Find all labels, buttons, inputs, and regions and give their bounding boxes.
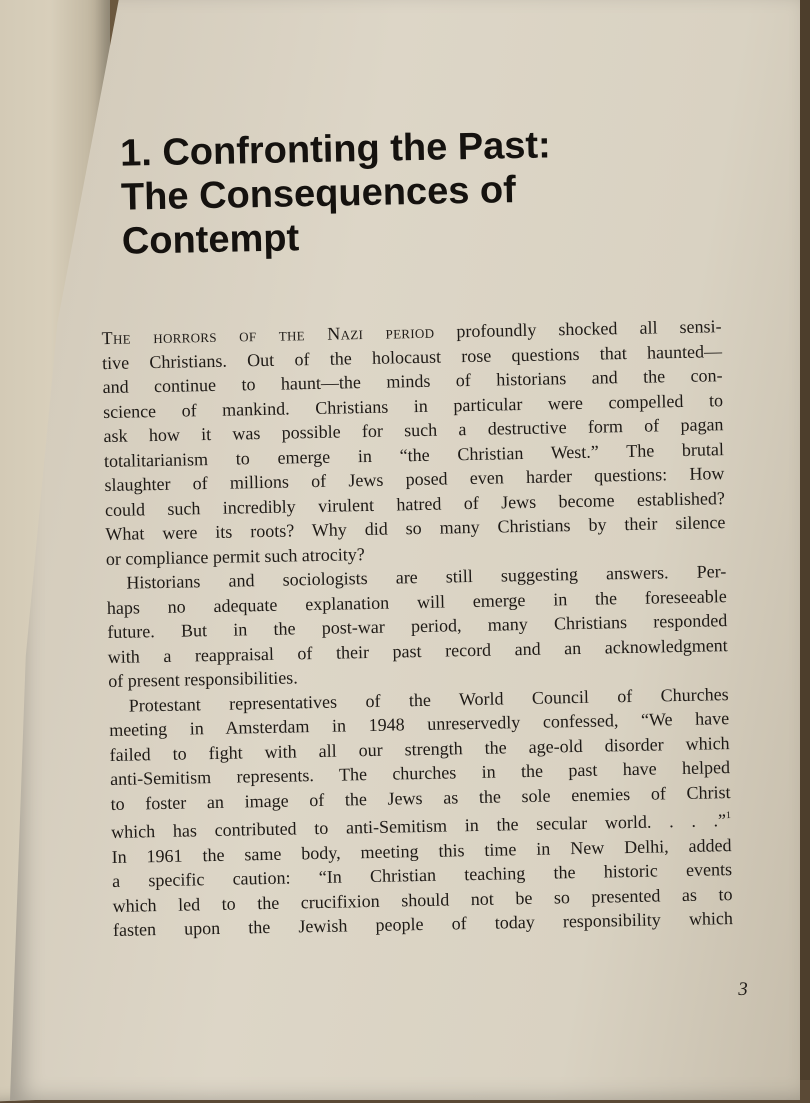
text-line: haps no adequate explanation will emerge in the foreseeable [106,585,727,618]
text-line: In 1961 the same body, meeting this time in New Delhi, added [111,834,732,867]
body-text [101,314,733,942]
chapter-title-line: 1. Confronting the Past: [119,124,552,175]
text-line: science of mankind. Christians in particular were compelled to [102,389,724,422]
chapter-title-line: Contempt [121,217,300,263]
text-line: could such incredibly virulent hatred of Jews become established? [104,487,726,520]
text-line: or compliance permit such atrocity? [105,543,365,569]
text-line: Historians and sociologists are still suggesting answers. Per- [126,561,727,593]
text-line: and continue to haunt—the minds of historians and the con- [102,365,723,398]
text-span: profoundly shocked all sensi- [434,316,722,342]
footnote-marker: 1 [725,810,732,822]
text-line: to foster an image of the Jews as the sole enemies of Christ [110,781,731,814]
text-line: anti-Semitism represents. The churches in the past have helped [109,757,731,789]
text-line: meeting in Amsterdam in 1948 unreservedly confessed, “We have [109,708,730,740]
text-line: which led to the crucifixion should not be so presented as to [112,883,733,916]
text-line: failed to fight with all our strength the age-old disorder which [109,732,730,765]
text-line: tive Christians. Out of the holocaust rose questions that haunted— [101,340,723,373]
text-line: totalitarianism to emerge in “the Christian West.” The brutal [103,438,725,471]
chapter-title [120,121,682,264]
page-number: 3 [738,978,749,1000]
text-line: Protestant representatives of the World Council of Churches [128,683,729,716]
text-span: which has contributed to anti-Semitism in the secular world. . . .” [110,810,727,842]
chapter-title-line: The Consequences of [120,169,517,219]
text-line: ask how it was possible for such a destructive form of pagan [103,414,724,447]
text-line: with a reappraisal of their past record and an acknowledgment [107,634,728,667]
small-caps-opening: The horrors of the Nazi period [101,321,435,349]
text-line: future. But in the post-war period, many Christians responded [107,610,728,643]
text-line: fasten upon the Jewish people of today responsibility which [112,908,734,940]
text-line: slaughter of millions of Jews posed even harder questions: How [104,463,725,496]
text-line: of present responsibilities. [108,667,298,692]
text-line: What were its roots? Why did so many Christians by their silence [105,512,726,545]
text-line: a specific caution: “In Christian teaching the historic events [111,859,733,891]
